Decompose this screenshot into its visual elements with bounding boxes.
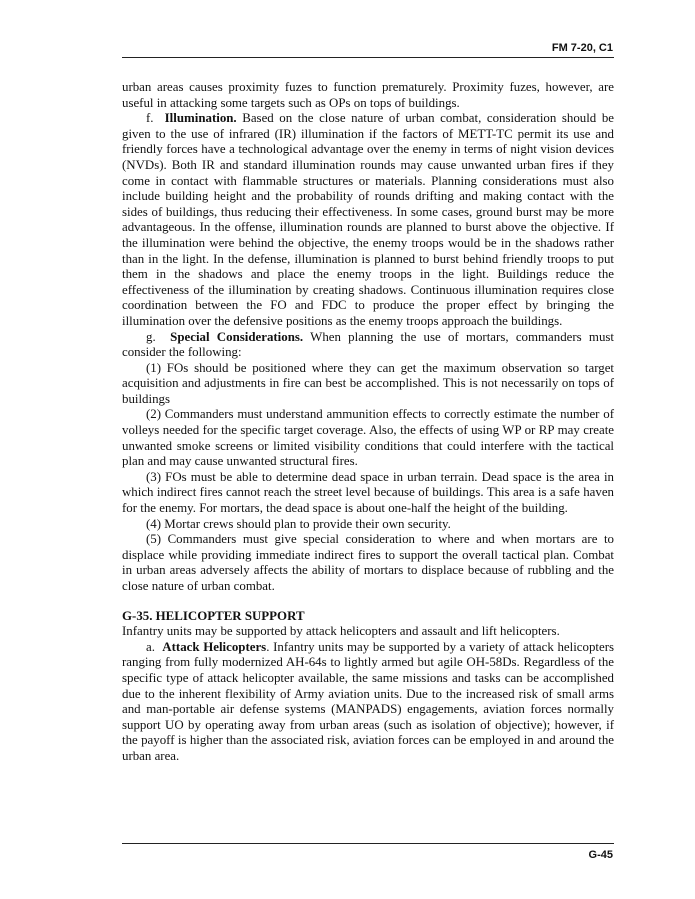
- subparagraph-g3: (3) FOs must be able to determine dead space in urban terrain. Dead space is the area in which indirect fires cannot reach the street level because of buildings. This area is a safe haven for the enemy. For mortars, the dead space is about one-half the height of the building.: [122, 469, 614, 516]
- section-intro: Infantry units may be supported by attack helicopters and assault and lift helicopters.: [122, 624, 560, 639]
- paragraph-f: [122, 111, 614, 329]
- paragraph-title: Special Considerations.: [170, 329, 304, 344]
- paragraph-text: When planning the use of mortars, commanders must consider the following:: [122, 329, 614, 360]
- paragraph-g: [122, 330, 614, 361]
- document-id: FM 7-20, C1: [551, 42, 613, 54]
- continued-paragraph: urban areas causes proximity fuzes to function prematurely. Proximity fuzes, however, are useful in attacking some targets such as OPs on tops of buildings.: [122, 80, 614, 110]
- subparagraph-g5: (5) Commanders must give special consideration to where and when mortars are to displace while providing immediate indirect fires to support the overall tactical plan. Combat in urban areas adversely affects the ability of mortars to displace because of rubbling and the close nature of urban combat.: [122, 532, 614, 593]
- subparagraph-g1: (1) FOs should be positioned where they can get the maximum observation so target acquisition and adjustments in fire can best be accomplished. This is not necessarily on tops of buildings: [122, 360, 614, 406]
- section-heading: G-35. HELICOPTER SUPPORT: [122, 608, 305, 623]
- paragraph-text: . Infantry units may be supported by a variety of attack helicopters ranging from fully modernized AH-64s to lightly armed but agile OH-58Ds. Regardless of the specific type of attack helicopter available, the same missions and tasks can be accomplished due to the inherent flexibility of Army aviation units. Due to the increased risk of small arms and man-portable air defense systems (MANPADS) engagements, aviation forces normally support UO by operating away from urban areas (such as isolation of objective); however, if the payoff is higher than the associated risk, aviation forces can be employed in and around the urban area.: [122, 639, 615, 763]
- paragraph-title: Attack Helicopters: [162, 639, 267, 654]
- subparagraph-g2: (2) Commanders must understand ammunition effects to correctly estimate the number of volleys needed for the specific target coverage. Also, the effects of using WP or RP may create unwanted smoke screens or limited visibility conditions that could interfere with the tactical plan and may cause unwanted structural fires.: [122, 407, 614, 469]
- paragraph-label: g.: [146, 329, 156, 344]
- paragraph-title: Illumination.: [164, 111, 237, 126]
- header-rule: [122, 57, 614, 58]
- page-body: [122, 80, 614, 765]
- section-spacer: [122, 595, 614, 609]
- footer-rule: [122, 843, 614, 844]
- paragraph-label: f.: [146, 111, 154, 126]
- subparagraph-g4: (4) Mortar crews should plan to provide their own security.: [146, 516, 451, 531]
- page-number: G-45: [588, 849, 613, 861]
- paragraph-label: a.: [146, 639, 155, 654]
- paragraph-text: Based on the close nature of urban combat, consideration should be given to the use of infrared (IR) illumination if the factors of METT-TC permit its use and friendly forces have a technological advantage over the enemy in terms of night vision devices (NVDs). Both IR and standard illumination rounds may cause unwanted urban fires if they come in contact with flammable structures or materials. Planning considerations must also include building height and the probability of rounds drifting and making contact with the sides of buildings, thus reducing their effectiveness. In some cases, ground burst may be more advantageous. In the offense, illumination rounds are planned to burst above the objective. If the illumination were behind the objective, the enemy troops would be in the shadows rather than in the light. In the defense, illumination is planned to burst behind friendly troops to put them in the shadows and place the enemy troops in the light. Buildings reduce the effectiveness of the illumination by creating shadows. Continuous illumination requires close coordination between the FO and FDC to produce the proper effect by bringing the illumination over the defensive positions as the enemy troops approach the buildings.: [122, 111, 614, 328]
- paragraph-a: [122, 640, 614, 765]
